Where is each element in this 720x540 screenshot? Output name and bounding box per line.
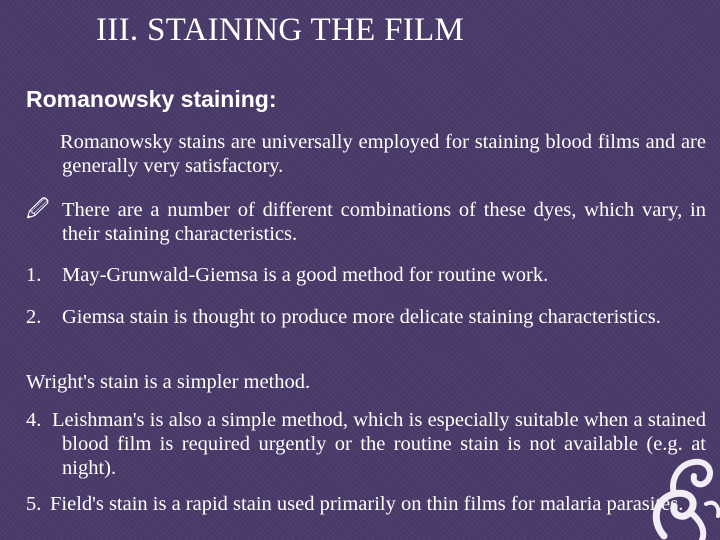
- bullet-paragraph: [62, 198, 706, 246]
- item4-paragraph: [52, 408, 706, 480]
- intro-text: Romanowsky stains are universally employed for staining blood films and are generally very satisfactory.: [60, 131, 706, 177]
- item2-paragraph: [62, 305, 706, 329]
- section-heading: Romanowsky staining:: [26, 86, 277, 112]
- wright-paragraph: [26, 370, 310, 394]
- bullet-text: There are a number of different combinations of these dyes, which vary, in their staining characteristics.: [62, 199, 706, 245]
- item2-text: Giemsa stain is thought to produce more delicate staining characteristics.: [62, 306, 661, 328]
- item4-text: Leishman's is also a simple method, which is especially suitable when a stained blood film is required urgently or the routine stain is not available (e.g. at night).: [52, 409, 706, 479]
- item1-text: May-Grunwald-Giemsa is a good method for routine work.: [62, 264, 549, 286]
- item2-marker: 2.: [26, 306, 42, 328]
- wright-text: Wright's stain is a simpler method.: [26, 371, 311, 393]
- item1-marker: 1.: [26, 264, 42, 286]
- item5-text: Field's stain is a rapid stain used primarily on thin films for malaria parasites.: [50, 493, 684, 515]
- item5-paragraph: [50, 492, 706, 516]
- item4-marker: 4.: [26, 409, 42, 431]
- intro-paragraph: [62, 130, 706, 178]
- item1-paragraph: [62, 263, 548, 287]
- swirl-ornament-icon: [644, 440, 720, 540]
- hand-bullet-icon: 🖉: [26, 197, 50, 222]
- item5-marker: 5.: [26, 493, 42, 515]
- slide-title: III. STAINING THE FILM: [96, 12, 465, 48]
